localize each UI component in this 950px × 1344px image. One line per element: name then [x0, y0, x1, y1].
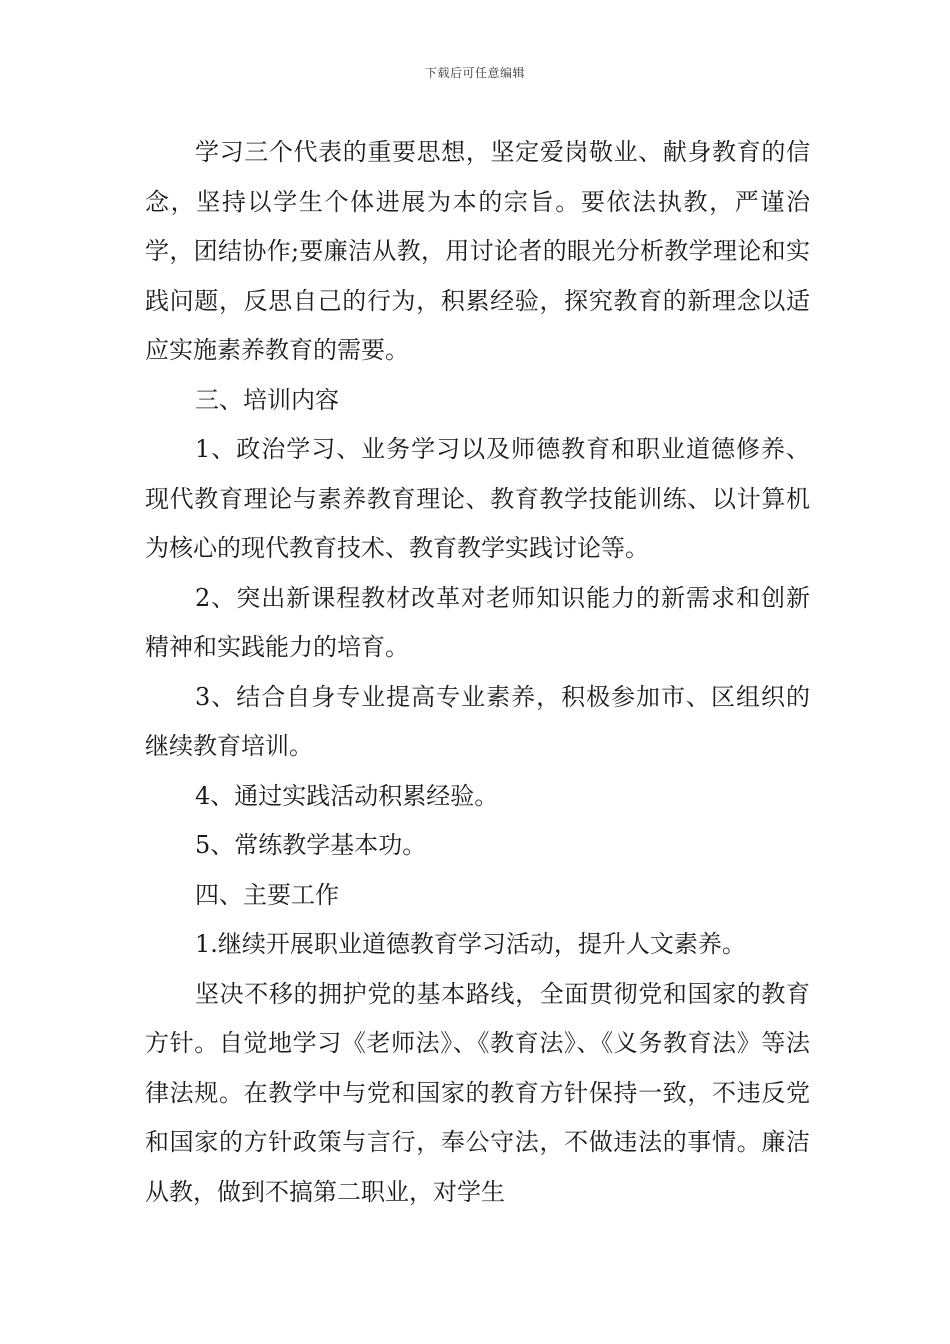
list-item-work-1: 1.继续开展职业道德教育学习活动，提升人文素养。: [195, 930, 746, 958]
list-item-training-1: 1、政治学习、业务学习以及师德教育和职业道德修养、现代教育理论与素养教育理论、教育教学技能训练、以计算机为核心的现代教育技术、教育教学实践讨论等。: [145, 435, 810, 562]
section-heading-training-content: 三、培训内容: [195, 385, 339, 414]
page-header-note: 下载后可任意编辑: [424, 66, 525, 80]
section-heading-main-work: 四、主要工作: [195, 880, 339, 909]
list-item-training-4: 4、通过实践活动积累经验。: [195, 781, 499, 810]
list-item-training-2: 2、突出新课程教材改革对老师知识能力的新需求和创新精神和实践能力的培育。: [145, 583, 810, 661]
list-item-training-3: 3、结合自身专业提高专业素养，积极参加市、区组织的继续教育培训。: [145, 682, 810, 760]
paragraph-party-line: 坚决不移的拥护党的基本路线，全面贯彻党和国家的教育方针。自觉地学习《老师法》、《教育法》、《义务教育法》等法律法规。在教学中与党和国家的教育方针保持一致，不违反党和国家的方针政策与言行，奉公守法，不做违法的事情。廉洁从教，做到不搞第二职业，对学生: [145, 979, 810, 1206]
paragraph-study-principles: 学习三个代表的重要思想，坚定爱岗敬业、献身教育的信念，坚持以学生个体进展为本的宗旨。要依法执教，严谨治学，团结协作;要廉洁从教，用讨论者的眼光分析教学理论和实践问题，反思自己的行为，积累经验，探究教育的新理念以适应实施素养教育的需要。: [145, 138, 810, 364]
list-item-training-5: 5、常练教学基本功。: [195, 831, 427, 859]
document-body: [145, 128, 810, 1217]
